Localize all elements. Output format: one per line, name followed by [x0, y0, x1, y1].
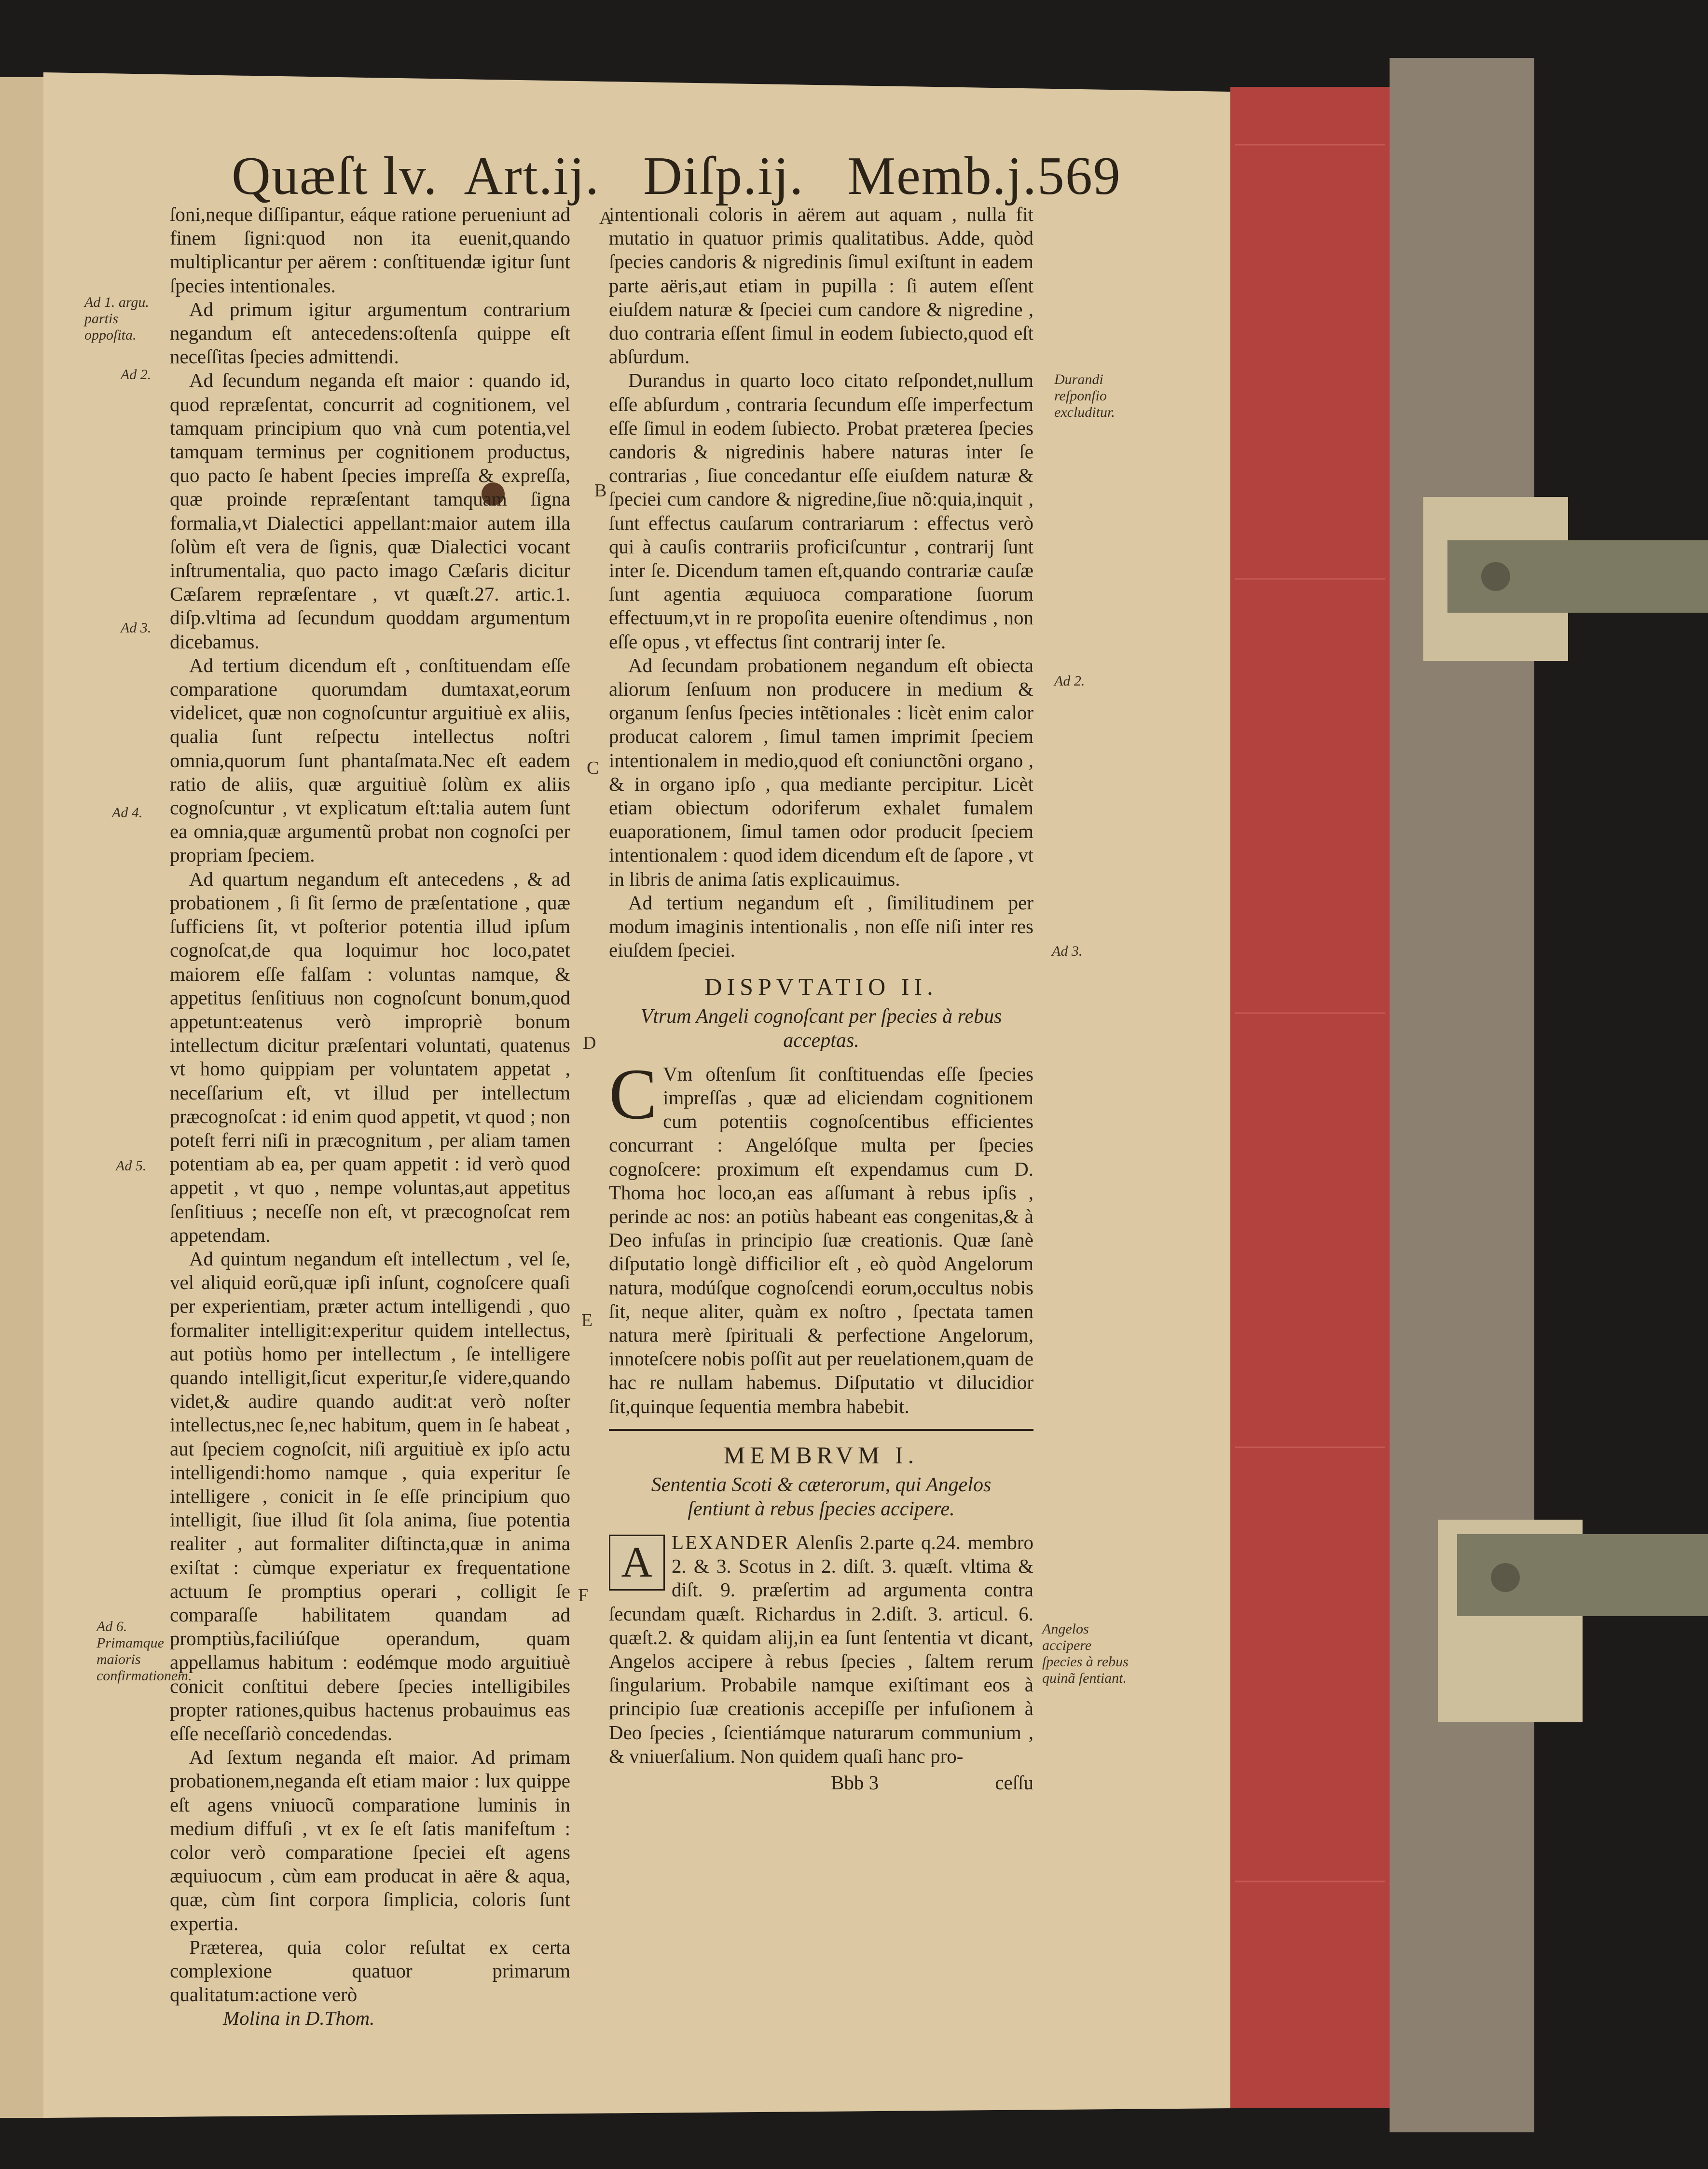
facing-page-edge [0, 77, 44, 2118]
signature-mark: Bbb 3 [831, 1771, 879, 1794]
paragraph: Ad ſextum neganda eſt maior. Ad primam probationem,neganda eſt etiam maior : lux quippe eſt agens vniuocũ comparatione luminis in medium diffuſi , vt ex ſe eſt ſatis manifeſtum : color verò comparatione ſpeciei eſt agens æquiuocum , cùm eam producat in aëre & aqua, quæ, cùm ſint corpora ſimplicia, coloris ſunt expertia. [170, 1746, 570, 1935]
marginal-note: Ad 6. Primamque maioris confirmationem. [96, 1619, 192, 1684]
running-header [232, 130, 1121, 207]
section-letter-a: A [599, 208, 613, 228]
marginal-note: Ad 1. argu. partis oppoſita. [84, 294, 149, 343]
running-title: Quæſt lv. Art.ij. Diſp.ij. Memb.j. [232, 146, 1037, 206]
disputatio-subtitle: Vtrum Angeli cognoſcant per ſpecies à rebus acceptas. [640, 1005, 1002, 1052]
ornamental-initial-a: A [609, 1535, 665, 1591]
left-column [170, 203, 570, 2031]
page-number: 569 [1037, 146, 1121, 206]
page-block-red-edge [1230, 87, 1390, 2108]
membrum-title: MEMBRVM I. [723, 1441, 919, 1469]
marginal-note: Ad 5. [116, 1158, 147, 1174]
section-letter-c: C [587, 758, 599, 778]
paragraph: ſoni,neque diſſipantur, eáque ratione perueniunt ad finem ſigni:quod non ita euenit,quando multiplicantur per aërem : conſtituendæ igitur ſunt ſpecies intentionales. [170, 203, 570, 297]
marginal-note: Angelos accipere ſpecies à rebus quinã ſentiant. [1042, 1621, 1129, 1686]
paragraph: Ad tertium dicendum eſt , conſtituendam eſſe comparatione quorumdam dumtaxat,eorum videlicet, quæ non cognoſcuntur arguitiuè ex aliis, qualia ſunt reſpectu intellectus noſtri omnia,quorum ſunt phantaſmata.Nec eſt eadem ratio de aliis, quæ arguitiuè ſolùm ex aliis cognoſcuntur , vt explicatum eſt:talia autem ſunt ea omnia,quæ argumentũ probat non cognoſci per propriam ſpeciem. [170, 654, 570, 866]
marginal-note: Ad 4. [112, 805, 143, 821]
section-letter-e: E [581, 1310, 593, 1331]
dropcap-c: C [609, 1054, 658, 1134]
divider-rule [609, 1429, 1033, 1431]
section-letter-b: B [594, 480, 607, 501]
page-footer [609, 1771, 1033, 1795]
binding-board [1390, 58, 1534, 2132]
disputatio-body [609, 1054, 1033, 1418]
paragraph: Ad ſecundam probationem negandum eſt obiecta aliorum ſenſuum non producere in medium & organum ſenſus ſpecies intẽtionales : licèt enim calor producat calorem , ſimul tamen imprimit ſpeciem intentionalem in medio,quod eſt coniunctõni organo , & in organo ipſo , qua mediante percipitur. Licèt etiam obiectum odoriferum exhalet fumalem euaporationem, ſimul tamen odor producit ſpeciem intentionalem : quod idem dicendum eſt de ſapore , vt in libris de anima ſatis explicauimus. [609, 654, 1033, 890]
section-letter-d: D [583, 1033, 596, 1053]
marginal-note: Ad 3. [1052, 943, 1083, 959]
paragraph: intentionali coloris in aërem aut aquam , nulla fit mutatio in quatuor primis qualitatibus. Adde, quòd ſpecies candoris & nigredinis ſimul exiſtunt in eadem parte aëris,aut etiam in pupilla : ſi autem eſſent eiuſdem naturæ & ſpeciei cum candore & nigredine , duo contraria eſſent ſimul in eodem ſubiecto,quod eſt abſurdum. [609, 203, 1033, 368]
right-column [609, 203, 1033, 1795]
marginal-note: Durandi reſponſio excluditur. [1054, 371, 1115, 420]
paragraph: Ad primum igitur argumentum contrarium negandum eſt antecedens:oſtenſa quippe eſt neceſſitas ſpecies admittendi. [170, 298, 570, 368]
membrum-lead: LEXANDER [672, 1531, 790, 1553]
membrum-subtitle: Sententia Scoti & cæterorum, qui Angelos ſentiunt à rebus ſpecies accipere. [651, 1473, 992, 1520]
membrum-body [609, 1531, 1033, 1768]
paragraph: Præterea, quia color reſultat ex certa complexione quatuor primarum qualitatum:actione verò [170, 1936, 570, 2006]
membrum-text: Alenſis 2.parte q.24. membro 2. & 3. Scotus in 2. diſt. 3. quæſt. vltima & diſt. 9. præſertim ad argumenta contra ſecundam quæſt. Richardus in 2.diſt. 3. articul. 6. quæſt.2. & quidam alij,in ea ſunt ſententia vt dicant, Angelos accipere à rebus ſpecies , ſaltem rerum ſingularium. Probabile namque exiſtimant eos à principio ſuæ creationis accepiſſe per infuſionem à Deo ſpecies , ſcientiámque naturarum communium , & vniuerſalium. Non quidem quaſi hanc pro- [609, 1531, 1033, 1767]
catchword-left: Molina in D.Thom. [223, 2007, 375, 2030]
marginal-note: Ad 2. [121, 367, 152, 383]
marginal-note: Ad 3. [121, 620, 152, 636]
paragraph: Durandus in quarto loco citato reſpondet,nullum eſſe abſurdum , contraria ſecundum eſſe imperfectum eſſe ſimul in eodem ſubiecto. Probat præterea ſpecies candoris & nigredinis habere naturas inter ſe contrarias , ſiue concedantur eſſe eiuſdem naturæ & ſpeciei cum candore & nigredine,ſiue nõ:quia,inquit , ſunt effectus cauſarum contrariarum : effectus verò qui à cauſis contrariis proficiſcuntur , contrarij ſunt inter ſe. Dicendum tamen eſt,quando contrariæ cauſæ ſunt agentia æquiuoca comparatione ſuorum effectuum,vt in re propoſita euenire oſtendimus , non eſſe opus , vt effectus ſint contrarij inter ſe. [609, 369, 1033, 653]
paragraph: Ad tertium negandum eſt , ſimilitudinem per modum imaginis intentionalis , non eſſe niſi inter res eiuſdem ſpeciei. [609, 891, 1033, 961]
paragraph: Ad ſecundum neganda eſt maior : quando id, quod repræſentat, concurrit ad cognitionem, vel tamquam principium quo vnà cum potentia,vel tamquam terminus per cognitionem productus, quo pacto ſe habent ſpecies impreſſa & expreſſa, quæ proinde repræſentant tamquam ſigna formalia,vt Dialectici appellant:maior autem illa ſolùm eſt vera de ſignis, quæ Dialectici vocant inſtrumentalia, quo pacto imago Cæſaris dicitur Cæſarem repræſentare , vt quæſt.27. artic.1. diſp.vltima ad ſecundum quoddam argumentum dicebamus. [170, 369, 570, 653]
disputatio-text: Vm oſtenſum ſit conſtituendas eſſe ſpecies impreſſas , quæ ad eliciendam cognitionem cum potentiis cognoſcentibus efficientes concurrant : Angelóſque multa per ſpecies cognoſcere: proximum eſt expendamus cum D. Thoma hoc loco,an eas aſſumant à rebus ipſis , perinde ac nos: an potiùs habeant eas congenitas,& à Deo infuſas in principio ſuæ creationis. Quæ ſanè diſputatio longè difficilior eſt , eò quòd Angelorum natura, modúſque cognoſcendi eorum,occultus nobis ſit, neque aliter, quàm ex noſtro , ſpectata tamen natura merè ſpirituali & perfectione Angelorum, innoteſcere nobis poſſit aut per reuelationem,quam de hac re nullam habemus. Diſputatio vt dilucidior ſit,quinque ſequentia membra habebit. [609, 1062, 1033, 1417]
disputatio-title: DISPVTATIO II. [704, 973, 938, 1000]
section-letter-f: F [578, 1585, 589, 1606]
marginal-note: Ad 2. [1054, 673, 1085, 689]
catchword-right: ceſſu [995, 1771, 1033, 1794]
paragraph: Ad quintum negandum eſt intellectum , vel ſe, vel aliquid eorũ,quæ ipſi inſunt, cognoſcere quaſi per experientiam, præter actum intelligendi , quo formaliter intelligit:experitur quidem intellectus, aut potiùs homo per intellectum , ſe intelligere quando intelligit,ſicut experitur,ſe videre,quando videt,& audire quando audit:at verò noſter intellectus,nec ſe,nec habitum, quem in ſe habeat , aut ſpeciem cognoſcit, niſi arguitiuè ex ipſo actu intelligendi:homo namque , quia experitur ſe intelligere , conicit in ſe eſſe principium quo intelligit, ſiue illud ſit ſola anima, ſiue potentia realiter , aut formaliter diſtincta,quæ in anima exiſtat : cùmque experiatur ex frequentatione actuum ſe promptius operari , colligit ſe comparaſſe habilitatem quandam ad promptiùs,faciliúſque operandum, quam appellamus habitum : eodémque modo arguitiuè conicit conſtitui debere ſpecies intelligibiles propter rationes,quibus hactenus probauimus eas eſſe neceſſariò concedendas. [170, 1247, 570, 1744]
paragraph: Ad quartum negandum eſt antecedens , & ad probationem , ſi ſit ſermo de præſentatione , quæ ſufficiens ſit, vt poſterior potentia illud ipſum cognoſcat,de qua loquimur hoc loco,patet maiorem eſſe falſam : voluntas namque, & appetitus ſenſitiuus non cognoſcunt bonum,quod appetunt:eatenus verò impropriè bonum intellectum dicitur præſentari voluntati, quatenus vt homo quippiam per voluntatem appetat , neceſſarium eſt, vt illud per intellectum præcognoſcat : id enim quod appetit, vt quod ; non poteſt ferri niſi in præcognitum , per aliam tamen potentiam ab ea, per quam appetit : id verò quod appetit , vt quo , nempe voluntas,aut appetitus ſenſitiuus ; neceſſe non eſt, vt præcognoſcat rem appetendam. [170, 867, 570, 1246]
